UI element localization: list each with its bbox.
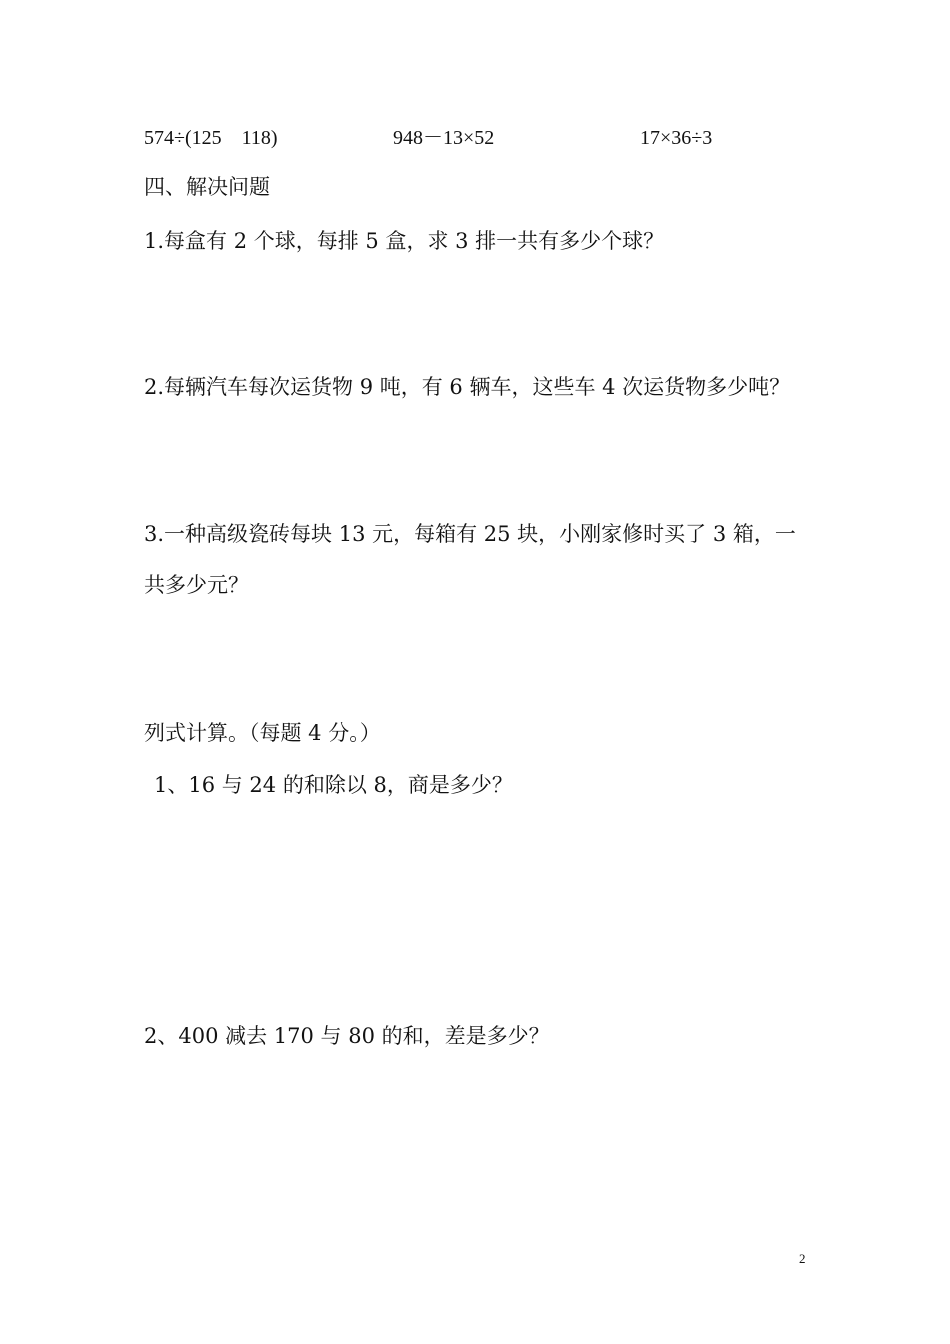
calculation-item-1: 1、16 与 24 的和除以 8，商是多少？ xyxy=(154,773,513,797)
calc-expression-1: 574÷(125 118) xyxy=(144,127,278,149)
calc-expression-3: 17×36÷3 xyxy=(640,127,713,149)
problem-3-line-2: 共多少元？ xyxy=(144,573,249,597)
problem-1: 1.每盒有 2 个球，每排 5 盒，求 3 排一共有多少个球？ xyxy=(144,229,665,253)
calculation-item-2: 2、400 减去 170 与 80 的和，差是多少？ xyxy=(144,1024,550,1048)
section-heading-written-calculation: 列式计算。（每题 4 分。） xyxy=(144,721,381,745)
problem-3-line-1: 3.一种高级瓷砖每块 13 元，每箱有 25 块，小刚家修时买了 3 箱，一 xyxy=(144,522,796,546)
section-heading-problem-solving: 四、解决问题 xyxy=(144,175,270,199)
problem-2: 2.每辆汽车每次运货物 9 吨，有 6 辆车，这些车 4 次运货物多少吨？ xyxy=(144,375,791,399)
page-number: 2 xyxy=(799,1251,806,1266)
calc-expression-2: 948－13×52 xyxy=(393,127,495,149)
